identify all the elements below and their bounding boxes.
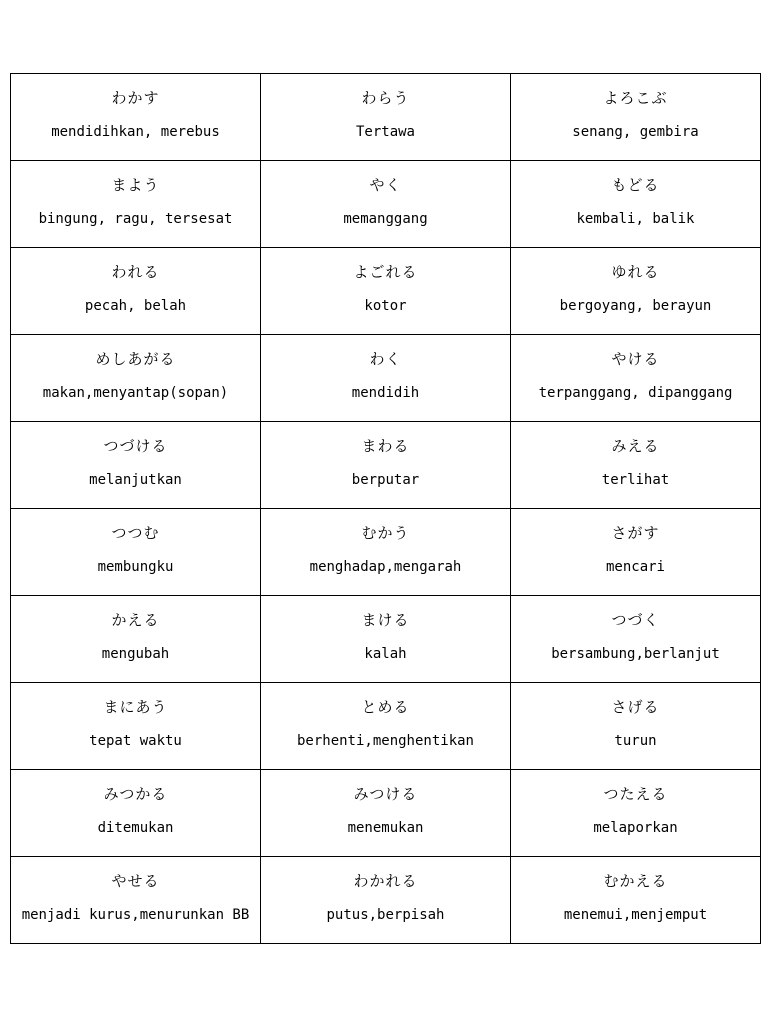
word-meaning: mendidihkan, merebus	[51, 124, 220, 140]
kana-word: わらう	[361, 89, 410, 107]
kana-word: さげる	[611, 698, 660, 716]
kana-word: やける	[611, 350, 660, 368]
table-row	[11, 161, 761, 248]
vocabulary-table	[10, 73, 761, 944]
word-meaning: berputar	[351, 472, 420, 488]
kana-word: われる	[111, 263, 160, 281]
kana-word: まわる	[361, 437, 410, 455]
vocab-cell	[11, 335, 261, 422]
table-row	[11, 683, 761, 770]
word-meaning: terpanggang, dipanggang	[538, 385, 733, 401]
word-meaning: turun	[614, 733, 657, 749]
word-meaning: memanggang	[343, 211, 428, 227]
vocab-cell	[261, 248, 511, 335]
vocab-cell	[511, 161, 761, 248]
vocab-cell	[511, 74, 761, 161]
word-meaning: mengubah	[101, 646, 170, 662]
kana-word: ゆれる	[611, 263, 660, 281]
word-meaning: menemukan	[347, 820, 424, 836]
word-meaning: berhenti,menghentikan	[296, 733, 474, 749]
word-meaning: mencari	[605, 559, 665, 575]
vocab-cell	[11, 422, 261, 509]
vocab-cell	[261, 335, 511, 422]
word-meaning: bersambung,berlanjut	[551, 646, 720, 662]
vocab-cell	[261, 422, 511, 509]
vocab-cell	[11, 770, 261, 857]
word-meaning: tepat waktu	[89, 733, 182, 749]
kana-word: むかう	[361, 524, 410, 542]
kana-word: よろこぶ	[603, 89, 668, 107]
word-meaning: terlihat	[601, 472, 670, 488]
kana-word: むかえる	[603, 872, 668, 890]
vocab-cell	[261, 683, 511, 770]
kana-word: つづける	[103, 437, 168, 455]
kana-word: めしあがる	[95, 350, 176, 368]
word-meaning: senang, gembira	[572, 124, 699, 140]
table-row	[11, 596, 761, 683]
word-meaning: bingung, ragu, tersesat	[38, 211, 233, 227]
vocab-cell	[261, 596, 511, 683]
kana-word: もどる	[611, 176, 660, 194]
vocab-cell	[11, 161, 261, 248]
vocab-cell	[511, 683, 761, 770]
vocab-cell	[261, 509, 511, 596]
word-meaning: kalah	[364, 646, 407, 662]
word-meaning: putus,berpisah	[326, 907, 445, 923]
word-meaning: pecah, belah	[84, 298, 187, 314]
vocab-cell	[511, 857, 761, 944]
vocab-cell	[11, 509, 261, 596]
kana-word: まける	[361, 611, 410, 629]
vocab-cell	[511, 509, 761, 596]
vocab-cell	[261, 770, 511, 857]
table-row	[11, 335, 761, 422]
vocab-cell	[511, 422, 761, 509]
kana-word: よごれる	[353, 263, 418, 281]
table-row	[11, 74, 761, 161]
vocab-cell	[261, 857, 511, 944]
word-meaning: menghadap,mengarah	[309, 559, 462, 575]
word-meaning: membungku	[97, 559, 174, 575]
kana-word: かえる	[111, 611, 160, 629]
kana-word: まよう	[111, 176, 160, 194]
word-meaning: kembali, balik	[576, 211, 695, 227]
word-meaning: melanjutkan	[89, 472, 182, 488]
vocab-cell	[11, 248, 261, 335]
word-meaning: melaporkan	[593, 820, 678, 836]
kana-word: とめる	[361, 698, 410, 716]
kana-word: つたえる	[603, 785, 668, 803]
word-meaning: mendidih	[351, 385, 420, 401]
vocab-cell	[11, 857, 261, 944]
kana-word: やせる	[111, 872, 160, 890]
word-meaning: kotor	[364, 298, 407, 314]
kana-word: つづく	[611, 611, 660, 629]
word-meaning: ditemukan	[97, 820, 174, 836]
kana-word: わかす	[111, 89, 160, 107]
table-row	[11, 248, 761, 335]
kana-word: みえる	[611, 437, 660, 455]
vocab-cell	[511, 770, 761, 857]
table-row	[11, 857, 761, 944]
vocab-cell	[11, 74, 261, 161]
table-row	[11, 422, 761, 509]
vocab-cell	[11, 683, 261, 770]
kana-word: わかれる	[353, 872, 418, 890]
table-row	[11, 770, 761, 857]
word-meaning: menjadi kurus,menurunkan BB	[21, 907, 250, 923]
kana-word: みつける	[353, 785, 418, 803]
kana-word: つつむ	[111, 524, 160, 542]
vocab-cell	[511, 335, 761, 422]
vocab-cell	[511, 248, 761, 335]
vocab-cell	[511, 596, 761, 683]
kana-word: まにあう	[103, 698, 168, 716]
word-meaning: Tertawa	[355, 124, 415, 140]
word-meaning: makan,menyantap(sopan)	[42, 385, 229, 401]
kana-word: やく	[369, 176, 402, 194]
word-meaning: bergoyang, berayun	[559, 298, 712, 314]
vocab-cell	[261, 74, 511, 161]
kana-word: さがす	[611, 524, 660, 542]
vocab-cell	[11, 596, 261, 683]
table-row	[11, 509, 761, 596]
vocab-cell	[261, 161, 511, 248]
kana-word: わく	[369, 350, 402, 368]
kana-word: みつかる	[103, 785, 168, 803]
word-meaning: menemui,menjemput	[563, 907, 708, 923]
